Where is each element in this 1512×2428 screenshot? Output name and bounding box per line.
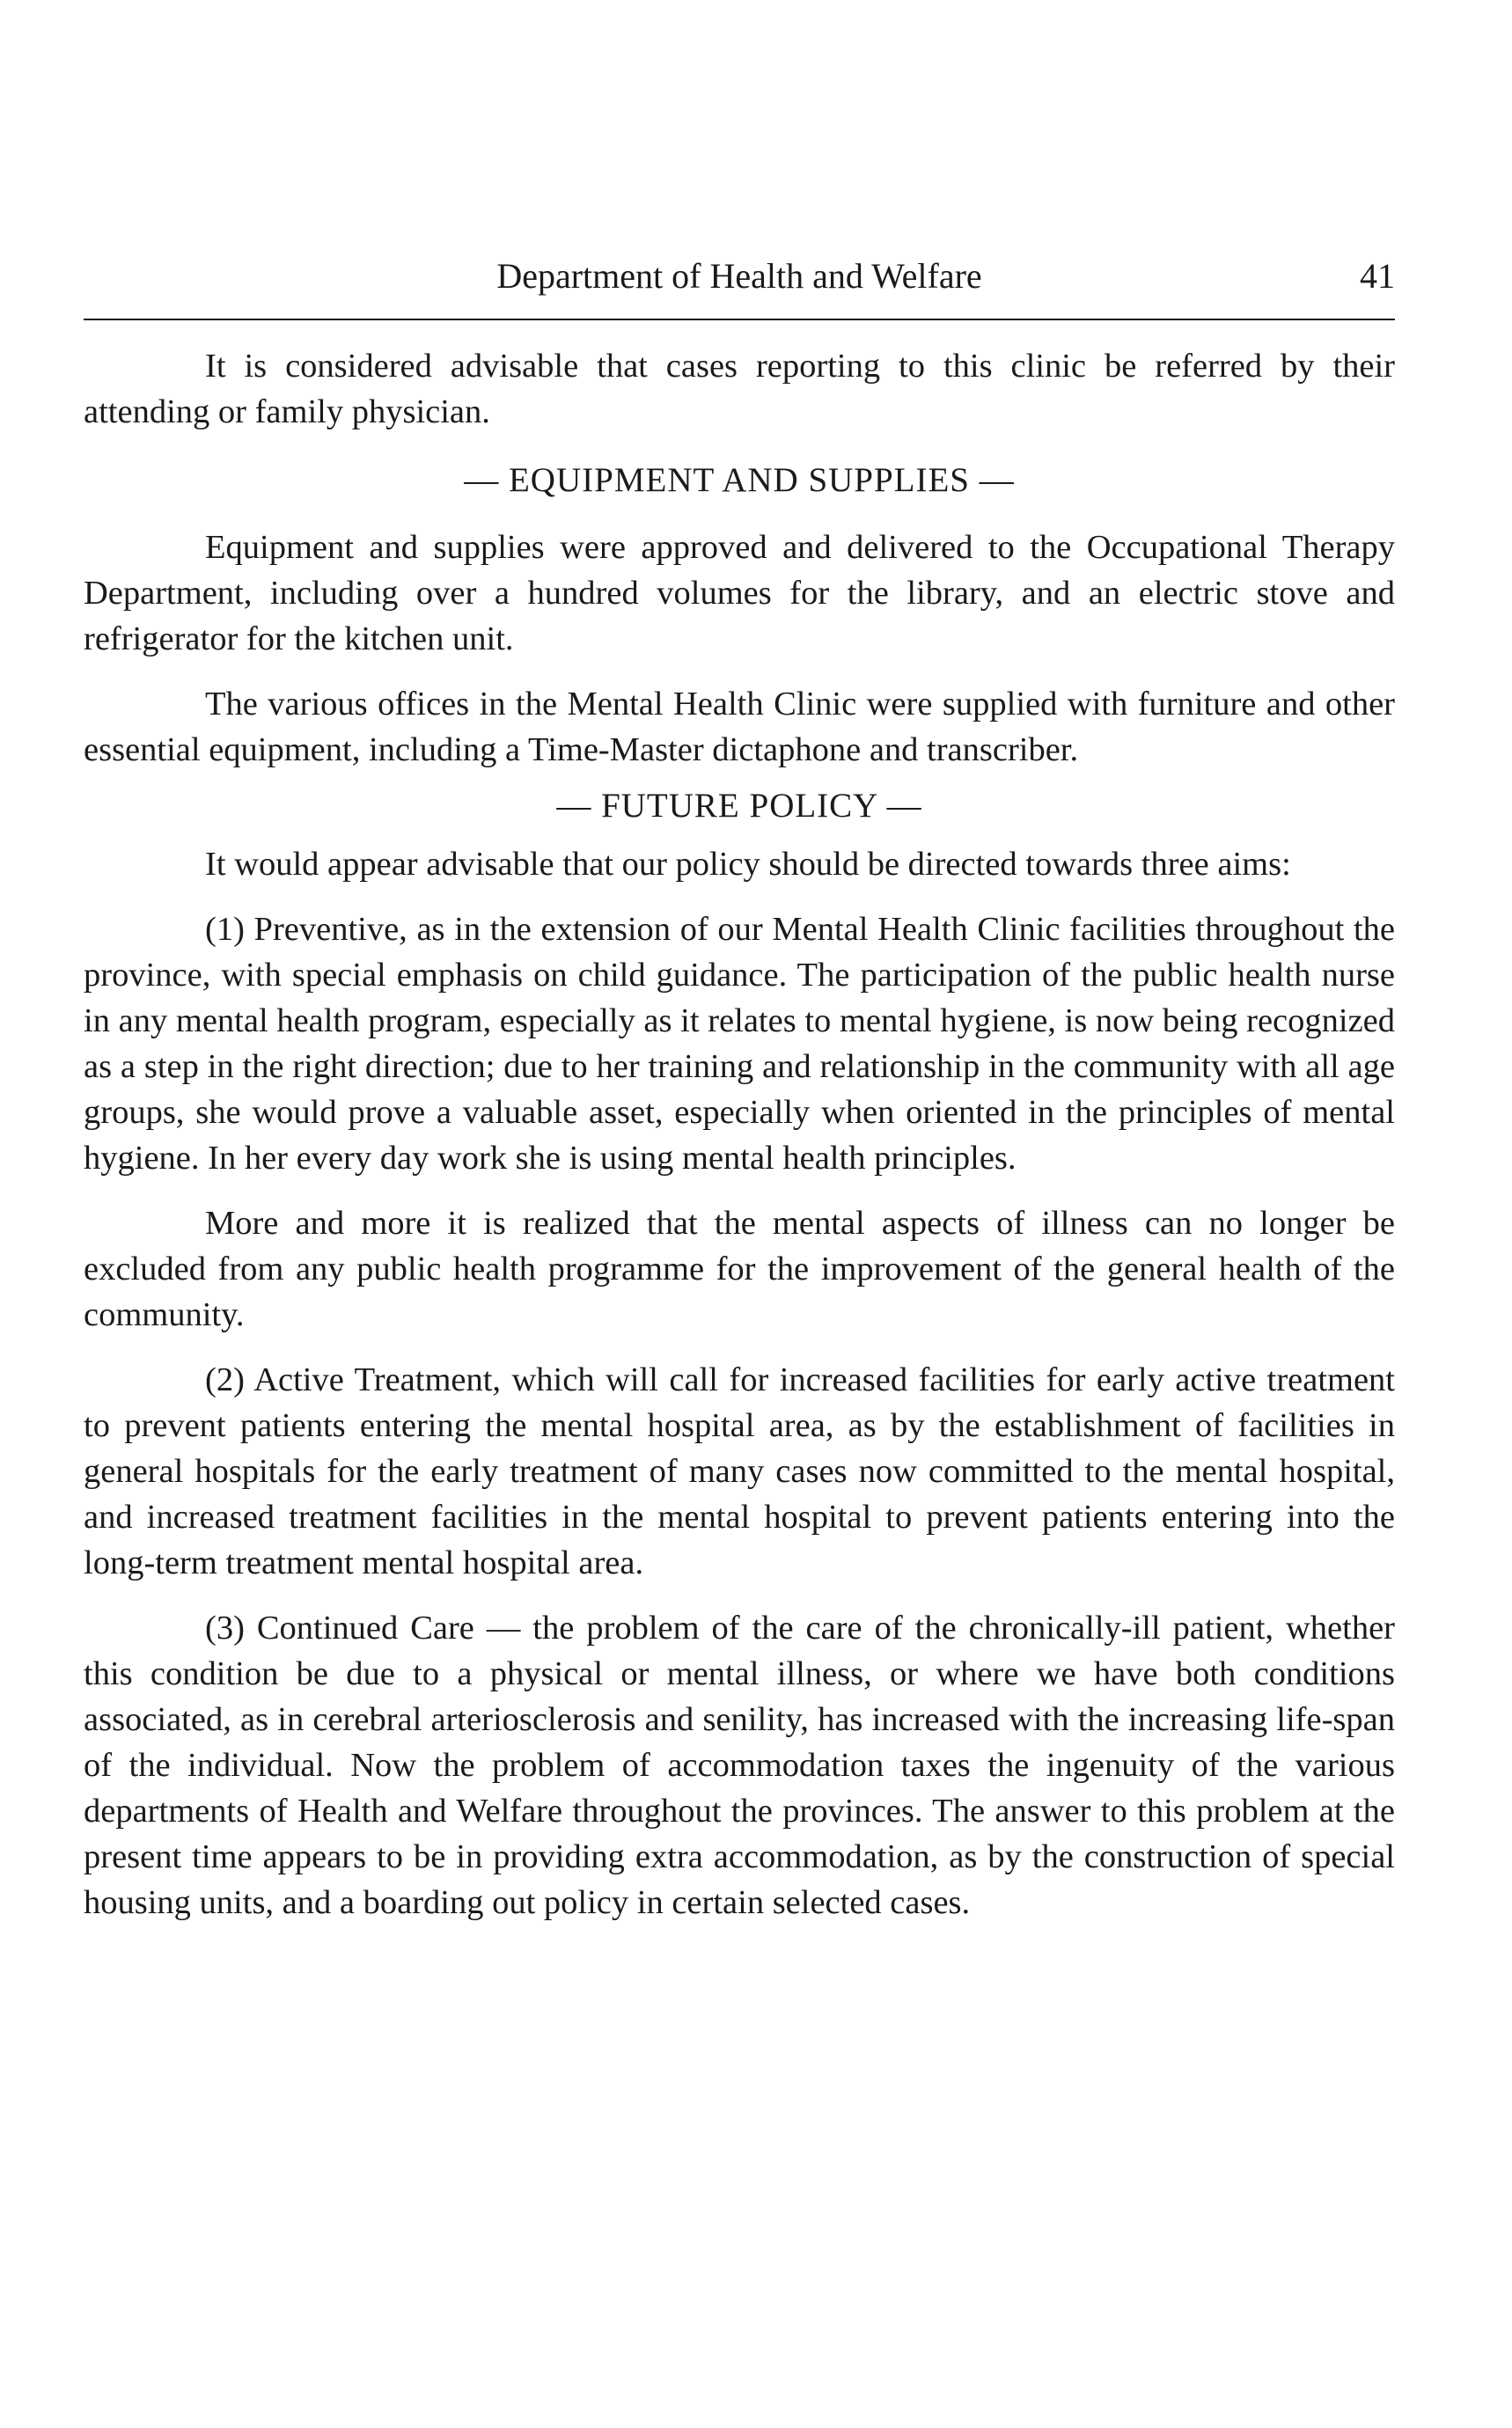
section-heading-future-policy: — FUTURE POLICY — — [556, 787, 922, 825]
paragraph-mental-aspects: More and more it is realized that the mental aspects of illness can no longer be excluded from any public health programme for the improvement of the general health of the community. — [84, 1205, 1395, 1333]
paragraph-continued-care: (3) Continued Care — the problem of the care of the chronically-ill patient, whether this condition be due to a physical or mental illness, or where we have both conditions associated, as in cerebral arteriosclerosis and senility, has increased with the increasing life-span of the individual. Now the problem of accommodation taxes the ingenuity of the various departments of Health and Welfare throughout the provinces. The answer to this problem at the present time appears to be in providing extra accommodation, as by the construction of special housing units, and a boarding out policy in certain selected cases. — [84, 1610, 1395, 1921]
paragraph-three-aims: It would appear advisable that our policy should be directed towards three aims: — [205, 846, 1291, 883]
running-header — [84, 246, 1395, 306]
header-rule — [84, 319, 1395, 320]
paragraph-active-treatment: (2) Active Treatment, which will call for increased facilities for early active treatment to prevent patients entering the mental hospital area, as by the establishment of facilities in general hospitals for the early treatment of many cases now committed to the mental hospital, and increased treatment facilities in the mental hospital to prevent patients entering into the long-term treatment mental hospital area. — [84, 1361, 1395, 1581]
document-body — [84, 343, 1395, 1926]
paragraph-offices: The various offices in the Mental Health Clinic were supplied with furniture and other essential equipment, including a Time-Master dictaphone and transcriber. — [84, 686, 1395, 768]
header-title: Department of Health and Welfare — [496, 256, 982, 296]
section-heading-equipment: — EQUIPMENT AND SUPPLIES — — [464, 461, 1015, 499]
paragraph-equipment: Equipment and supplies were approved and delivered to the Occupational Therapy Department, including over a hundred volumes for the library, and an electric stove and refrigerator for the kitchen unit. — [84, 529, 1395, 657]
paragraph-referral: It is considered advisable that cases reporting to this clinic be referred by their attending or family physician. — [84, 348, 1395, 430]
paragraph-preventive: (1) Preventive, as in the extension of our Mental Health Clinic facilities throughout the province, with special emphasis on child guidance. The participation of the public health nurse in any mental health program, especially as it relates to mental hygiene, is now being recognized as a step in the right direction; due to her training and relationship in the community with all age groups, she would prove a valuable asset, especially when oriented in the principles of mental hygiene. In her every day work she is using mental health principles. — [84, 911, 1395, 1177]
page-number: 41 — [1360, 256, 1395, 296]
document-page — [84, 246, 1395, 1945]
